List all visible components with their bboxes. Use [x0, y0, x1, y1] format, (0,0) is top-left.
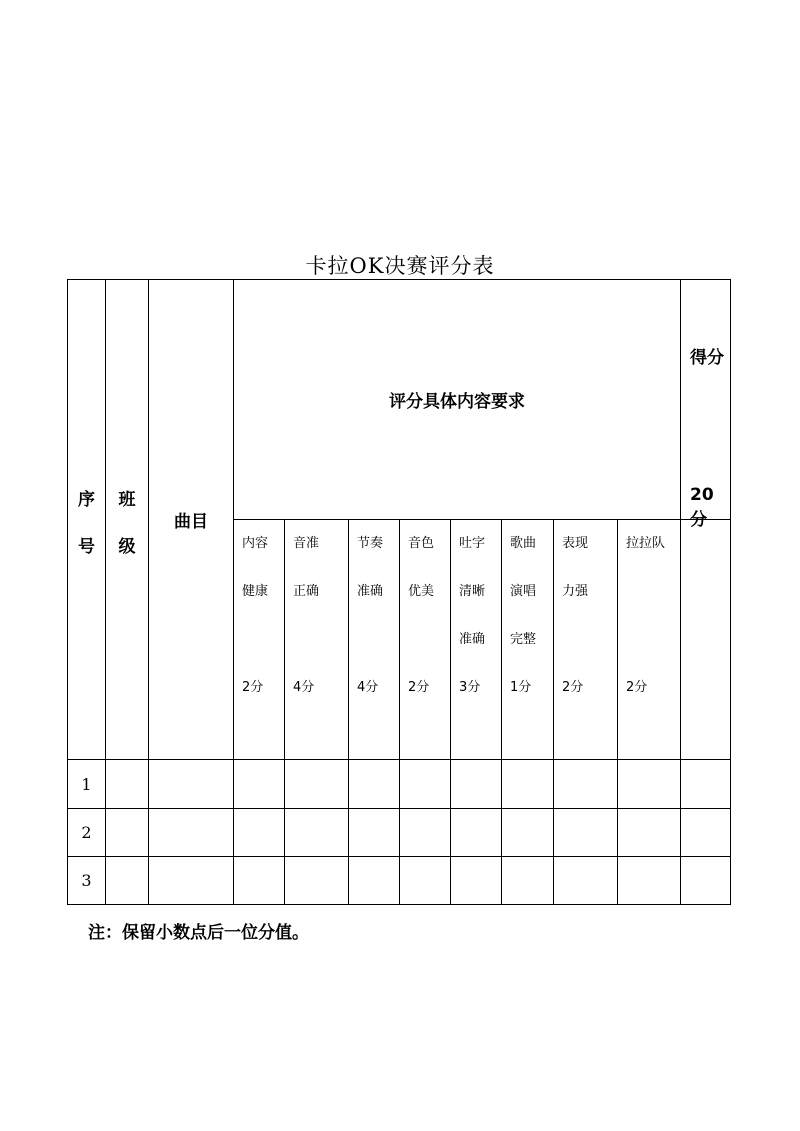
criterion-8: 拉拉队 2分 [618, 520, 681, 760]
header-song: 曲目 [149, 280, 234, 760]
row-number: 1 [68, 760, 106, 809]
score-cell-header [681, 520, 731, 760]
table-row [68, 809, 731, 857]
footnote: 注：保留小数点后一位分值。 [88, 923, 309, 943]
row-number: 2 [68, 809, 106, 857]
score-label: 得分 [690, 348, 724, 368]
criterion-2: 音准 正确 4分 [285, 520, 349, 760]
criterion-4: 音色 优美 2分 [400, 520, 451, 760]
header-class: 班 级 [106, 280, 149, 760]
score-table [67, 279, 731, 905]
criterion-7: 表现 力强 2分 [554, 520, 618, 760]
header-requirements: 评分具体内容要求 [234, 280, 681, 520]
criterion-3: 节奏 准确 4分 [349, 520, 400, 760]
header-score [681, 280, 731, 530]
page-title: 卡拉OK决赛评分表 [305, 254, 495, 278]
criterion-6: 歌曲 演唱 完整 1分 [502, 520, 554, 760]
criterion-5: 吐字 清晰 准确 3分 [451, 520, 502, 760]
header-seq: 序 号 [68, 280, 106, 760]
criterion-1: 内容 健康 2分 [234, 520, 285, 760]
score-total: 20分 [690, 485, 714, 530]
row-number: 3 [68, 857, 106, 905]
table-row [68, 760, 731, 809]
table-row [68, 857, 731, 905]
